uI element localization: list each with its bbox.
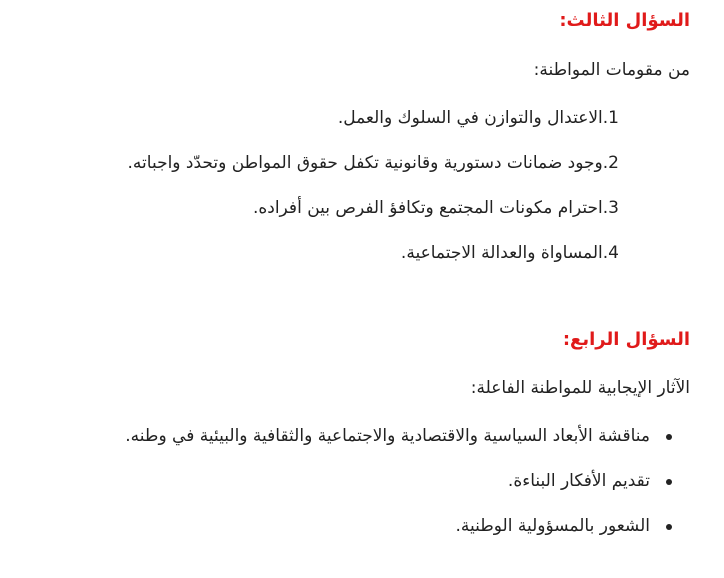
question-4-intro: الآثار الإيجابية للمواطنة الفاعلة: xyxy=(470,378,690,398)
bullet-item-text: تقديم الأفكار البناءة. xyxy=(507,471,650,491)
bullet-item xyxy=(125,424,650,448)
question-3-intro: من مقومات المواطنة: xyxy=(533,60,690,80)
bullet-icon xyxy=(666,479,672,485)
list-item xyxy=(128,151,619,175)
bullet-item xyxy=(508,469,650,493)
list-item xyxy=(401,241,619,265)
list-item-number: 3. xyxy=(602,198,619,218)
list-item-text: وجود ضمانات دستورية وقانونية تكفل حقوق المواطن وتحدّد واجباته. xyxy=(127,153,603,173)
bullet-item xyxy=(455,514,650,538)
list-item-text: المساواة والعدالة الاجتماعية. xyxy=(400,243,603,263)
list-item-text: الاعتدال والتوازن في السلوك والعمل. xyxy=(337,108,603,128)
list-item-number: 4. xyxy=(602,243,619,263)
question-4-heading: السؤال الرابع: xyxy=(562,329,690,350)
question-3-heading: السؤال الثالث: xyxy=(559,10,690,31)
bullet-item-text: الشعور بالمسؤولية الوطنية. xyxy=(455,516,650,536)
list-item-number: 2. xyxy=(602,153,619,173)
list-item xyxy=(338,106,619,130)
bullet-icon xyxy=(666,434,672,440)
list-item-number: 1. xyxy=(602,108,619,128)
list-item xyxy=(253,196,619,220)
list-item-text: احترام مكونات المجتمع وتكافؤ الفرص بين أفراده. xyxy=(252,198,603,218)
bullet-icon xyxy=(666,524,672,530)
bullet-item-text: مناقشة الأبعاد السياسية والاقتصادية والاجتماعية والثقافية والبيئية في وطنه. xyxy=(125,426,650,446)
